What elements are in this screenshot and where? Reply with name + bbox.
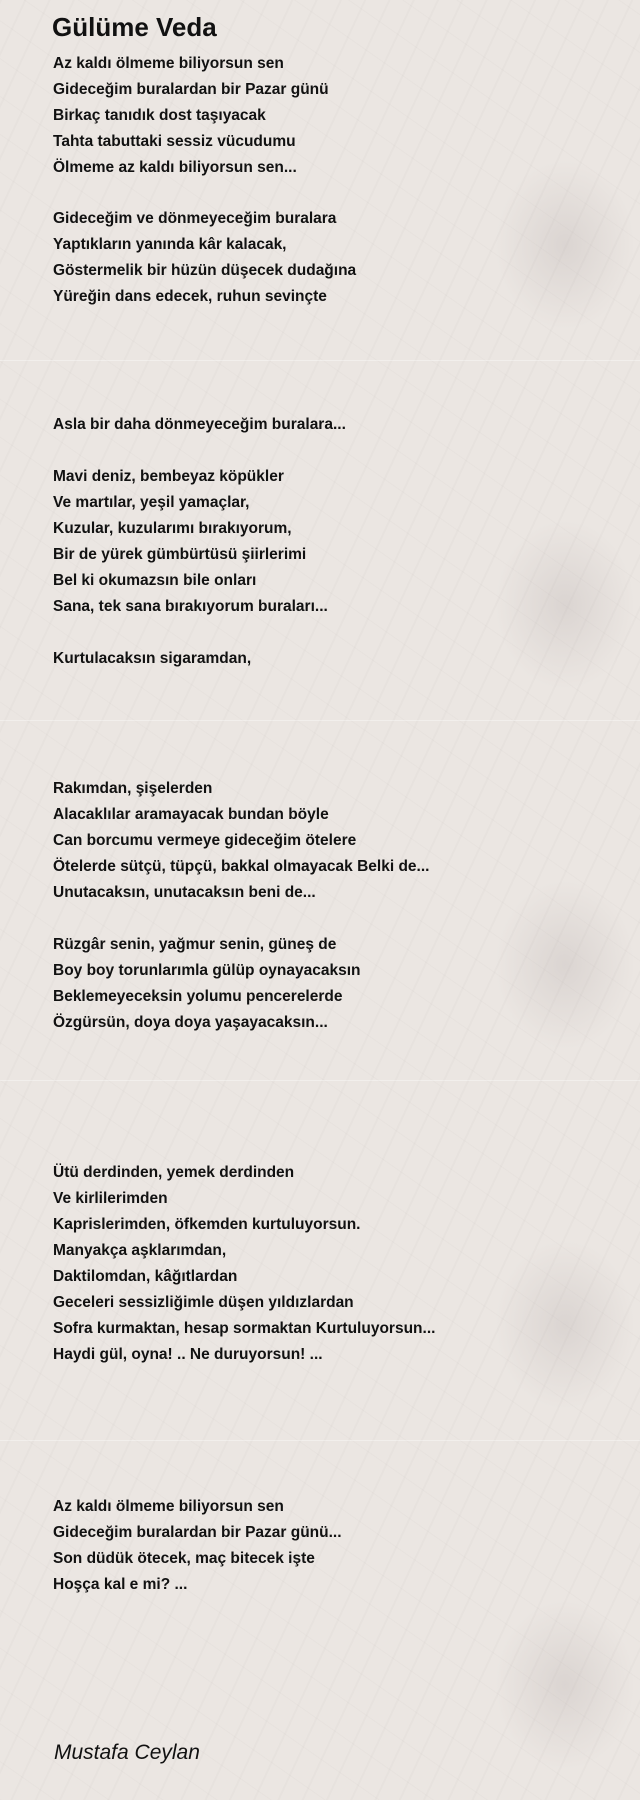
poem-line: Geceleri sessizliğimle düşen yıldızlardan bbox=[53, 1294, 354, 1311]
poem-line: Boy boy torunlarımla gülüp oynayacaksın bbox=[53, 962, 361, 979]
poem-line: Manyakça aşklarımdan, bbox=[53, 1242, 227, 1259]
poem-line: Kurtulacaksın sigaramdan, bbox=[53, 650, 252, 667]
poem-line: Asla bir daha dönmeyeceğim buralara... bbox=[53, 416, 346, 433]
poem-line: Can borcumu vermeye gideceğim ötelere bbox=[53, 832, 357, 849]
poem-line: Mavi deniz, bembeyaz köpükler bbox=[53, 468, 284, 485]
poem-line: Göstermelik bir hüzün düşecek dudağına bbox=[53, 262, 357, 279]
poem-line: Rüzgâr senin, yağmur senin, güneş de bbox=[53, 936, 337, 953]
poem-line: Rakımdan, şişelerden bbox=[53, 780, 213, 797]
poem-line: Alacaklılar aramayacak bundan böyle bbox=[53, 806, 329, 823]
poem-line: Hoşça kal e mi? ... bbox=[53, 1576, 188, 1593]
poem-line: Özgürsün, doya doya yaşayacaksın... bbox=[53, 1014, 328, 1031]
poem-line: Ölmeme az kaldı biliyorsun sen... bbox=[53, 159, 297, 176]
poem-author: Mustafa Ceylan bbox=[54, 1741, 200, 1764]
poem-line: Sana, tek sana bırakıyorum buraları... bbox=[53, 598, 328, 615]
poem-line: Daktilomdan, kâğıtlardan bbox=[53, 1268, 238, 1285]
poem-line: Beklemeyeceksin yolumu pencerelerde bbox=[53, 988, 343, 1005]
poem-line: Ve kirlilerimden bbox=[53, 1190, 168, 1207]
background-band bbox=[0, 360, 640, 361]
poem-line: Ütü derdinden, yemek derdinden bbox=[53, 1164, 295, 1181]
poem-line: Kuzular, kuzularımı bırakıyorum, bbox=[53, 520, 292, 537]
poem-line: Ötelerde sütçü, tüpçü, bakkal olmayacak Belki de... bbox=[53, 858, 430, 875]
poem-line: Tahta tabuttaki sessiz vücudumu bbox=[53, 133, 296, 150]
poem-line: Haydi gül, oyna! .. Ne duruyorsun! ... bbox=[53, 1346, 323, 1363]
background-band bbox=[0, 720, 640, 721]
poem-line: Birkaç tanıdık dost taşıyacak bbox=[53, 107, 266, 124]
poem-title: Gülüme Veda bbox=[52, 12, 217, 42]
poem-line: Ve martılar, yeşil yamaçlar, bbox=[53, 494, 250, 511]
poem-line: Az kaldı ölmeme biliyorsun sen bbox=[53, 55, 284, 72]
poem-line: Gideceğim buralardan bir Pazar günü... bbox=[53, 1524, 342, 1541]
poem-line: Bel ki okumazsın bile onları bbox=[53, 572, 257, 589]
poem-line: Bir de yürek gümbürtüsü şiirlerimi bbox=[53, 546, 307, 563]
background-band bbox=[0, 1080, 640, 1081]
poem-line: Unutacaksın, unutacaksın beni de... bbox=[53, 884, 316, 901]
poem-line: Gideceğim ve dönmeyeceğim buralara bbox=[53, 210, 337, 227]
poem-line: Son düdük ötecek, maç bitecek işte bbox=[53, 1550, 315, 1567]
background-band bbox=[0, 1440, 640, 1441]
poem-line: Kaprislerimden, öfkemden kurtuluyorsun. bbox=[53, 1216, 361, 1233]
poem-line: Yüreğin dans edecek, ruhun sevinçte bbox=[53, 288, 327, 305]
poem-line: Yaptıkların yanında kâr kalacak, bbox=[53, 236, 287, 253]
poem-line: Sofra kurmaktan, hesap sormaktan Kurtuluyorsun... bbox=[53, 1320, 436, 1337]
poem-line: Az kaldı ölmeme biliyorsun sen bbox=[53, 1498, 284, 1515]
poem-line: Gideceğim buralardan bir Pazar günü bbox=[53, 81, 329, 98]
